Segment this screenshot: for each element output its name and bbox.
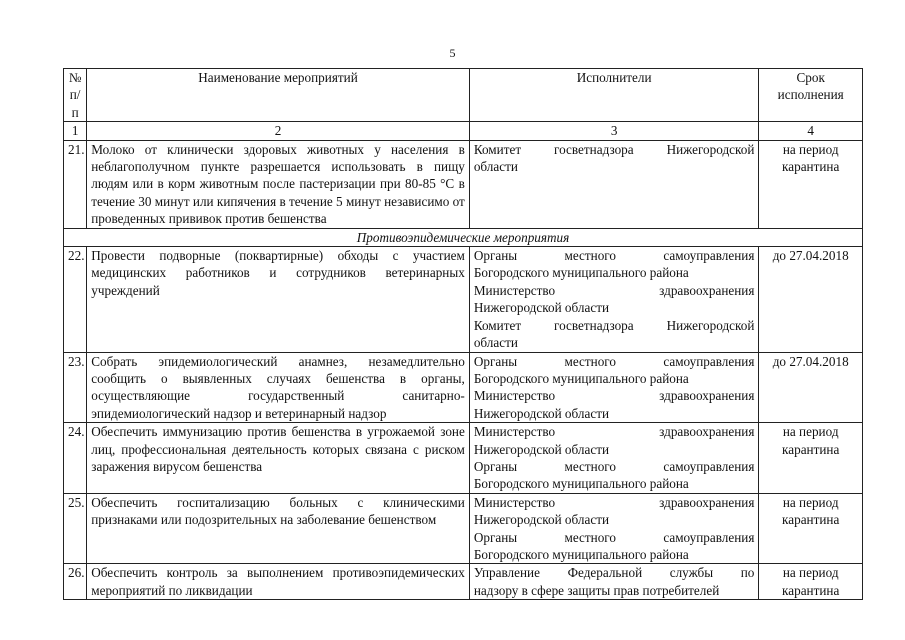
col-number: 4 xyxy=(759,122,863,140)
execution-term: до 27.04.2018 xyxy=(759,352,863,423)
executor-line: Комитет госветнадзора Нижегородской xyxy=(473,141,755,157)
executor-line: Органы местного самоуправления xyxy=(473,529,755,545)
column-number-row xyxy=(64,122,863,140)
executors-cell xyxy=(469,247,759,352)
executor-line: Богородского муниципального района xyxy=(473,546,689,562)
measure-name: Молоко от клинически здоровых животных у населения в неблагополучном пункте разрешается использовать в пищу людям или в корм животным после пастеризации при 80-85 °С в течение 30 минут или кипячения в течение 5 минут независимо от проведенных прививок против бешенства xyxy=(87,140,470,228)
executor-line: Органы местного самоуправления xyxy=(473,353,755,369)
executors-cell xyxy=(469,564,759,600)
executor-line: Министерство здравоохранения xyxy=(473,494,755,510)
row-number: 25. xyxy=(64,493,87,564)
measure-name: Обеспечить госпитализацию больных с клиническими признаками или подозрительных на заболевание бешенством xyxy=(87,493,470,564)
page-number: 5 xyxy=(449,46,456,60)
table-row xyxy=(64,247,863,352)
row-number: 23. xyxy=(64,352,87,423)
rows-before-section xyxy=(64,140,863,228)
col-number: 1 xyxy=(64,122,87,140)
executor-line: Органы местного самоуправления xyxy=(473,248,755,264)
executor-line: Министерство здравоохранения xyxy=(473,282,755,298)
col-number: 3 xyxy=(469,122,759,140)
table-row xyxy=(64,140,863,228)
table-header-row xyxy=(64,69,863,122)
header-name: Наименование мероприятий xyxy=(87,69,470,122)
execution-term: до 27.04.2018 xyxy=(759,247,863,352)
row-number: 22. xyxy=(64,247,87,352)
executors-cell xyxy=(469,423,759,494)
row-number: 24. xyxy=(64,423,87,494)
row-number: 21. xyxy=(64,140,87,228)
executor-line: Органы местного самоуправления xyxy=(473,458,755,474)
executors-cell xyxy=(469,140,759,228)
executor-line: области xyxy=(473,159,518,175)
header-num: № п/п xyxy=(64,69,87,122)
executor-line: Нижегородской области xyxy=(473,300,610,316)
measure-name: Собрать эпидемиологический анамнез, незамедлительно сообщить о выявленных случаях бешенства в органы, осуществляющие государственный санитарно-эпидемиологический надзор и ветеринарный надзор xyxy=(87,352,470,423)
row-number: 26. xyxy=(64,564,87,600)
executor-line: области xyxy=(473,335,518,351)
table-row xyxy=(64,493,863,564)
table-row xyxy=(64,423,863,494)
section-title: Противоэпидемические мероприятия xyxy=(64,228,863,246)
execution-term: на период карантина xyxy=(759,564,863,600)
executor-line: Управление Федеральной службы по xyxy=(473,565,755,581)
header-term: Срок исполнения xyxy=(759,69,863,122)
measure-name: Обеспечить контроль за выполнением противоэпидемических мероприятий по ликвидации xyxy=(87,564,470,600)
executor-line: Богородского муниципального района xyxy=(473,476,689,492)
executor-line: Комитет госветнадзора Нижегородской xyxy=(473,317,755,333)
table-row xyxy=(64,564,863,600)
executors-cell xyxy=(469,352,759,423)
col-number: 2 xyxy=(87,122,470,140)
rows-after-section xyxy=(64,247,863,600)
execution-term: на период карантина xyxy=(759,140,863,228)
executor-line: Богородского муниципального района xyxy=(473,265,689,281)
execution-term: на период карантина xyxy=(759,493,863,564)
measure-name: Провести подворные (поквартирные) обходы с участием медицинских работников и сотрудников ветеринарных учреждений xyxy=(87,247,470,352)
header-executors: Исполнители xyxy=(469,69,759,122)
table-row xyxy=(64,352,863,423)
executor-line: Нижегородской области xyxy=(473,512,610,528)
section-row xyxy=(64,228,863,246)
executor-line: Нижегородской области xyxy=(473,441,610,457)
executor-line: Нижегородской области xyxy=(473,405,610,421)
executor-line: Министерство здравоохранения xyxy=(473,424,755,440)
measure-name: Обеспечить иммунизацию против бешенства в угрожаемой зоне лиц, профессиональная деятельность которых связана с риском заражения вирусом бешенства xyxy=(87,423,470,494)
executors-cell xyxy=(469,493,759,564)
executor-line: Богородского муниципального района xyxy=(473,370,689,386)
execution-term: на период карантина xyxy=(759,423,863,494)
executor-line: Министерство здравоохранения xyxy=(473,388,755,404)
measures-table xyxy=(63,68,863,600)
executor-line: надзору в сфере защиты прав потребителей xyxy=(473,582,720,598)
